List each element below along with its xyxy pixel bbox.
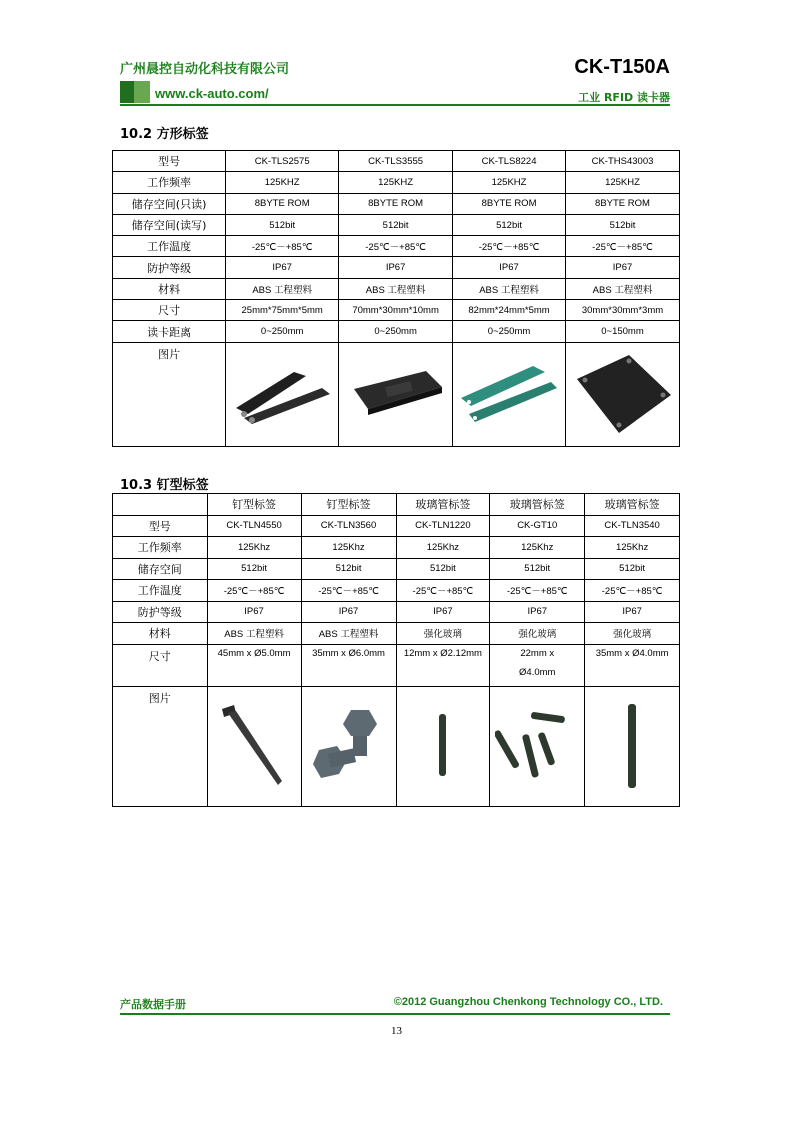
- table-cell: 70mm*30mm*10mm: [339, 300, 453, 321]
- table-cell: 0~250mm: [226, 321, 339, 342]
- table-cell: -25℃－+85℃: [490, 580, 585, 602]
- table-row: [113, 537, 680, 559]
- table-cell: IP67: [566, 257, 680, 278]
- column-header: 钉型标签: [207, 494, 301, 516]
- table-cell: ABS 工程塑料: [566, 278, 680, 299]
- product-model: CK-T150A: [574, 56, 670, 78]
- tag-image-tln4550: [207, 686, 301, 806]
- header-divider: [120, 104, 670, 106]
- table-cell: 125KHZ: [339, 172, 453, 193]
- table-cell: CK-TLN4550: [207, 515, 301, 537]
- nail-tags-table: [112, 493, 680, 807]
- footer-divider: [120, 1013, 670, 1015]
- table-cell: 512bit: [396, 558, 490, 580]
- table-cell: 512bit: [207, 558, 301, 580]
- table-cell: -25℃－+85℃: [396, 580, 490, 602]
- size-line-1: 22mm x: [520, 647, 555, 659]
- tag-image-tln3540: [585, 686, 680, 806]
- table-row: [113, 623, 680, 645]
- table-cell: CK-TLN3540: [585, 515, 680, 537]
- row-label: 工作频率: [113, 172, 226, 193]
- table-row: [113, 236, 680, 257]
- company-name: 广州晨控自动化科技有限公司: [120, 62, 290, 77]
- table-row: [113, 580, 680, 602]
- table-cell: CK-TLS3555: [339, 151, 453, 172]
- tag-image-tln1220: [396, 686, 490, 806]
- table-cell: 512bit: [301, 558, 396, 580]
- table-cell: 30mm*30mm*3mm: [566, 300, 680, 321]
- table-cell: 125KHZ: [566, 172, 680, 193]
- square-tags-table: [112, 150, 680, 447]
- table-cell: [490, 644, 585, 686]
- table-cell: 0~250mm: [453, 321, 566, 342]
- table-row: [113, 278, 680, 299]
- table-row: [113, 300, 680, 321]
- tag-image-gt10: [490, 686, 585, 806]
- table-cell: -25℃－+85℃: [585, 580, 680, 602]
- page-number: 13: [391, 1025, 402, 1037]
- section-title-square-tags: 10.2 方形标签: [120, 127, 209, 142]
- table-cell: 强化玻璃: [490, 623, 585, 645]
- tag-image-tln3560: [301, 686, 396, 806]
- table-header-row: [113, 494, 680, 516]
- tag-image-tls8224: [453, 342, 566, 446]
- table-cell: IP67: [585, 601, 680, 623]
- table-row: [113, 214, 680, 235]
- table-cell: -25℃－+85℃: [226, 236, 339, 257]
- row-label: 材料: [113, 623, 208, 645]
- table-cell: 512bit: [453, 214, 566, 235]
- tag-image-tls2575: [226, 342, 339, 446]
- table-cell: CK-GT10: [490, 515, 585, 537]
- table-cell: 45mm x Ø5.0mm: [207, 644, 301, 686]
- table-cell: -25℃－+85℃: [207, 580, 301, 602]
- row-label: 储存空间(读写): [113, 214, 226, 235]
- table-cell: ABS 工程塑料: [339, 278, 453, 299]
- table-cell: 512bit: [226, 214, 339, 235]
- logo-blocks: [120, 81, 150, 103]
- table-cell: IP67: [207, 601, 301, 623]
- table-cell: CK-THS43003: [566, 151, 680, 172]
- table-row: [113, 257, 680, 278]
- table-cell: 512bit: [339, 214, 453, 235]
- section-title-nail-tags: 10.3 钉型标签: [120, 478, 209, 493]
- table-cell: 82mm*24mm*5mm: [453, 300, 566, 321]
- table-row: [113, 321, 680, 342]
- table-cell: -25℃－+85℃: [301, 580, 396, 602]
- column-header: 钉型标签: [301, 494, 396, 516]
- table-cell: 强化玻璃: [585, 623, 680, 645]
- column-header: 玻璃管标签: [490, 494, 585, 516]
- table-cell: ABS 工程塑料: [207, 623, 301, 645]
- table-cell: 12mm x Ø2.12mm: [396, 644, 490, 686]
- website-link[interactable]: www.ck-auto.com/: [155, 86, 269, 101]
- table-row: [113, 172, 680, 193]
- table-cell: CK-TLN3560: [301, 515, 396, 537]
- table-cell: IP67: [301, 601, 396, 623]
- table-row: [113, 342, 680, 446]
- row-label: 读卡距离: [113, 321, 226, 342]
- footer-doc-title: 产品数据手册: [120, 998, 186, 1011]
- table-row: [113, 515, 680, 537]
- column-header: 玻璃管标签: [396, 494, 490, 516]
- table-cell: 125KHZ: [226, 172, 339, 193]
- table-cell: 0~250mm: [339, 321, 453, 342]
- row-label: 防护等级: [113, 601, 208, 623]
- footer-copyright: ©2012 Guangzhou Chenkong Technology CO., LTD.: [393, 996, 663, 1008]
- table-cell: ABS 工程塑料: [301, 623, 396, 645]
- row-label: 储存空间(只读): [113, 193, 226, 214]
- table-cell: CK-TLN1220: [396, 515, 490, 537]
- table-cell: IP67: [226, 257, 339, 278]
- row-label: 图片: [113, 686, 208, 806]
- table-cell: 125Khz: [490, 537, 585, 559]
- table-cell: -25℃－+85℃: [339, 236, 453, 257]
- table-row: [113, 686, 680, 806]
- table-cell: 125Khz: [207, 537, 301, 559]
- table-cell: 8BYTE ROM: [566, 193, 680, 214]
- table-cell: IP67: [490, 601, 585, 623]
- table-cell: 512bit: [566, 214, 680, 235]
- table-cell: 512bit: [585, 558, 680, 580]
- table-cell: 125Khz: [301, 537, 396, 559]
- table-cell: ABS 工程塑料: [453, 278, 566, 299]
- row-label: 工作频率: [113, 537, 208, 559]
- table-cell: 125Khz: [585, 537, 680, 559]
- row-label: 尺寸: [113, 644, 208, 686]
- row-label: 材料: [113, 278, 226, 299]
- table-cell: IP67: [453, 257, 566, 278]
- table-row: [113, 151, 680, 172]
- table-cell: 512bit: [490, 558, 585, 580]
- table-row: [113, 193, 680, 214]
- tag-image-ths43003: [566, 342, 680, 446]
- row-label: 储存空间: [113, 558, 208, 580]
- table-cell: CK-TLS8224: [453, 151, 566, 172]
- table-cell: 0~150mm: [566, 321, 680, 342]
- table-cell: 25mm*75mm*5mm: [226, 300, 339, 321]
- table-row: [113, 644, 680, 686]
- table-cell: 8BYTE ROM: [453, 193, 566, 214]
- table-cell: IP67: [396, 601, 490, 623]
- row-label: 尺寸: [113, 300, 226, 321]
- size-line-2: Ø4.0mm: [519, 666, 556, 678]
- row-label: 工作温度: [113, 236, 226, 257]
- row-label: 工作温度: [113, 580, 208, 602]
- table-cell: 35mm x Ø6.0mm: [301, 644, 396, 686]
- table-cell: IP67: [339, 257, 453, 278]
- table-cell: 强化玻璃: [396, 623, 490, 645]
- row-label: 防护等级: [113, 257, 226, 278]
- table-cell: 8BYTE ROM: [339, 193, 453, 214]
- product-subtitle: 工业 RFID 读卡器: [578, 91, 670, 104]
- row-label: 型号: [113, 151, 226, 172]
- table-cell: CK-TLS2575: [226, 151, 339, 172]
- table-row: [113, 601, 680, 623]
- table-cell: 35mm x Ø4.0mm: [585, 644, 680, 686]
- tag-image-tls3555: [339, 342, 453, 446]
- table-cell: -25℃－+85℃: [566, 236, 680, 257]
- table-cell: -25℃－+85℃: [453, 236, 566, 257]
- table-cell: 125KHZ: [453, 172, 566, 193]
- table-cell: 125Khz: [396, 537, 490, 559]
- table-cell: ABS 工程塑料: [226, 278, 339, 299]
- row-label: 型号: [113, 515, 208, 537]
- table-row: [113, 558, 680, 580]
- column-header: 玻璃管标签: [585, 494, 680, 516]
- table-cell: 8BYTE ROM: [226, 193, 339, 214]
- row-label: 图片: [113, 342, 226, 446]
